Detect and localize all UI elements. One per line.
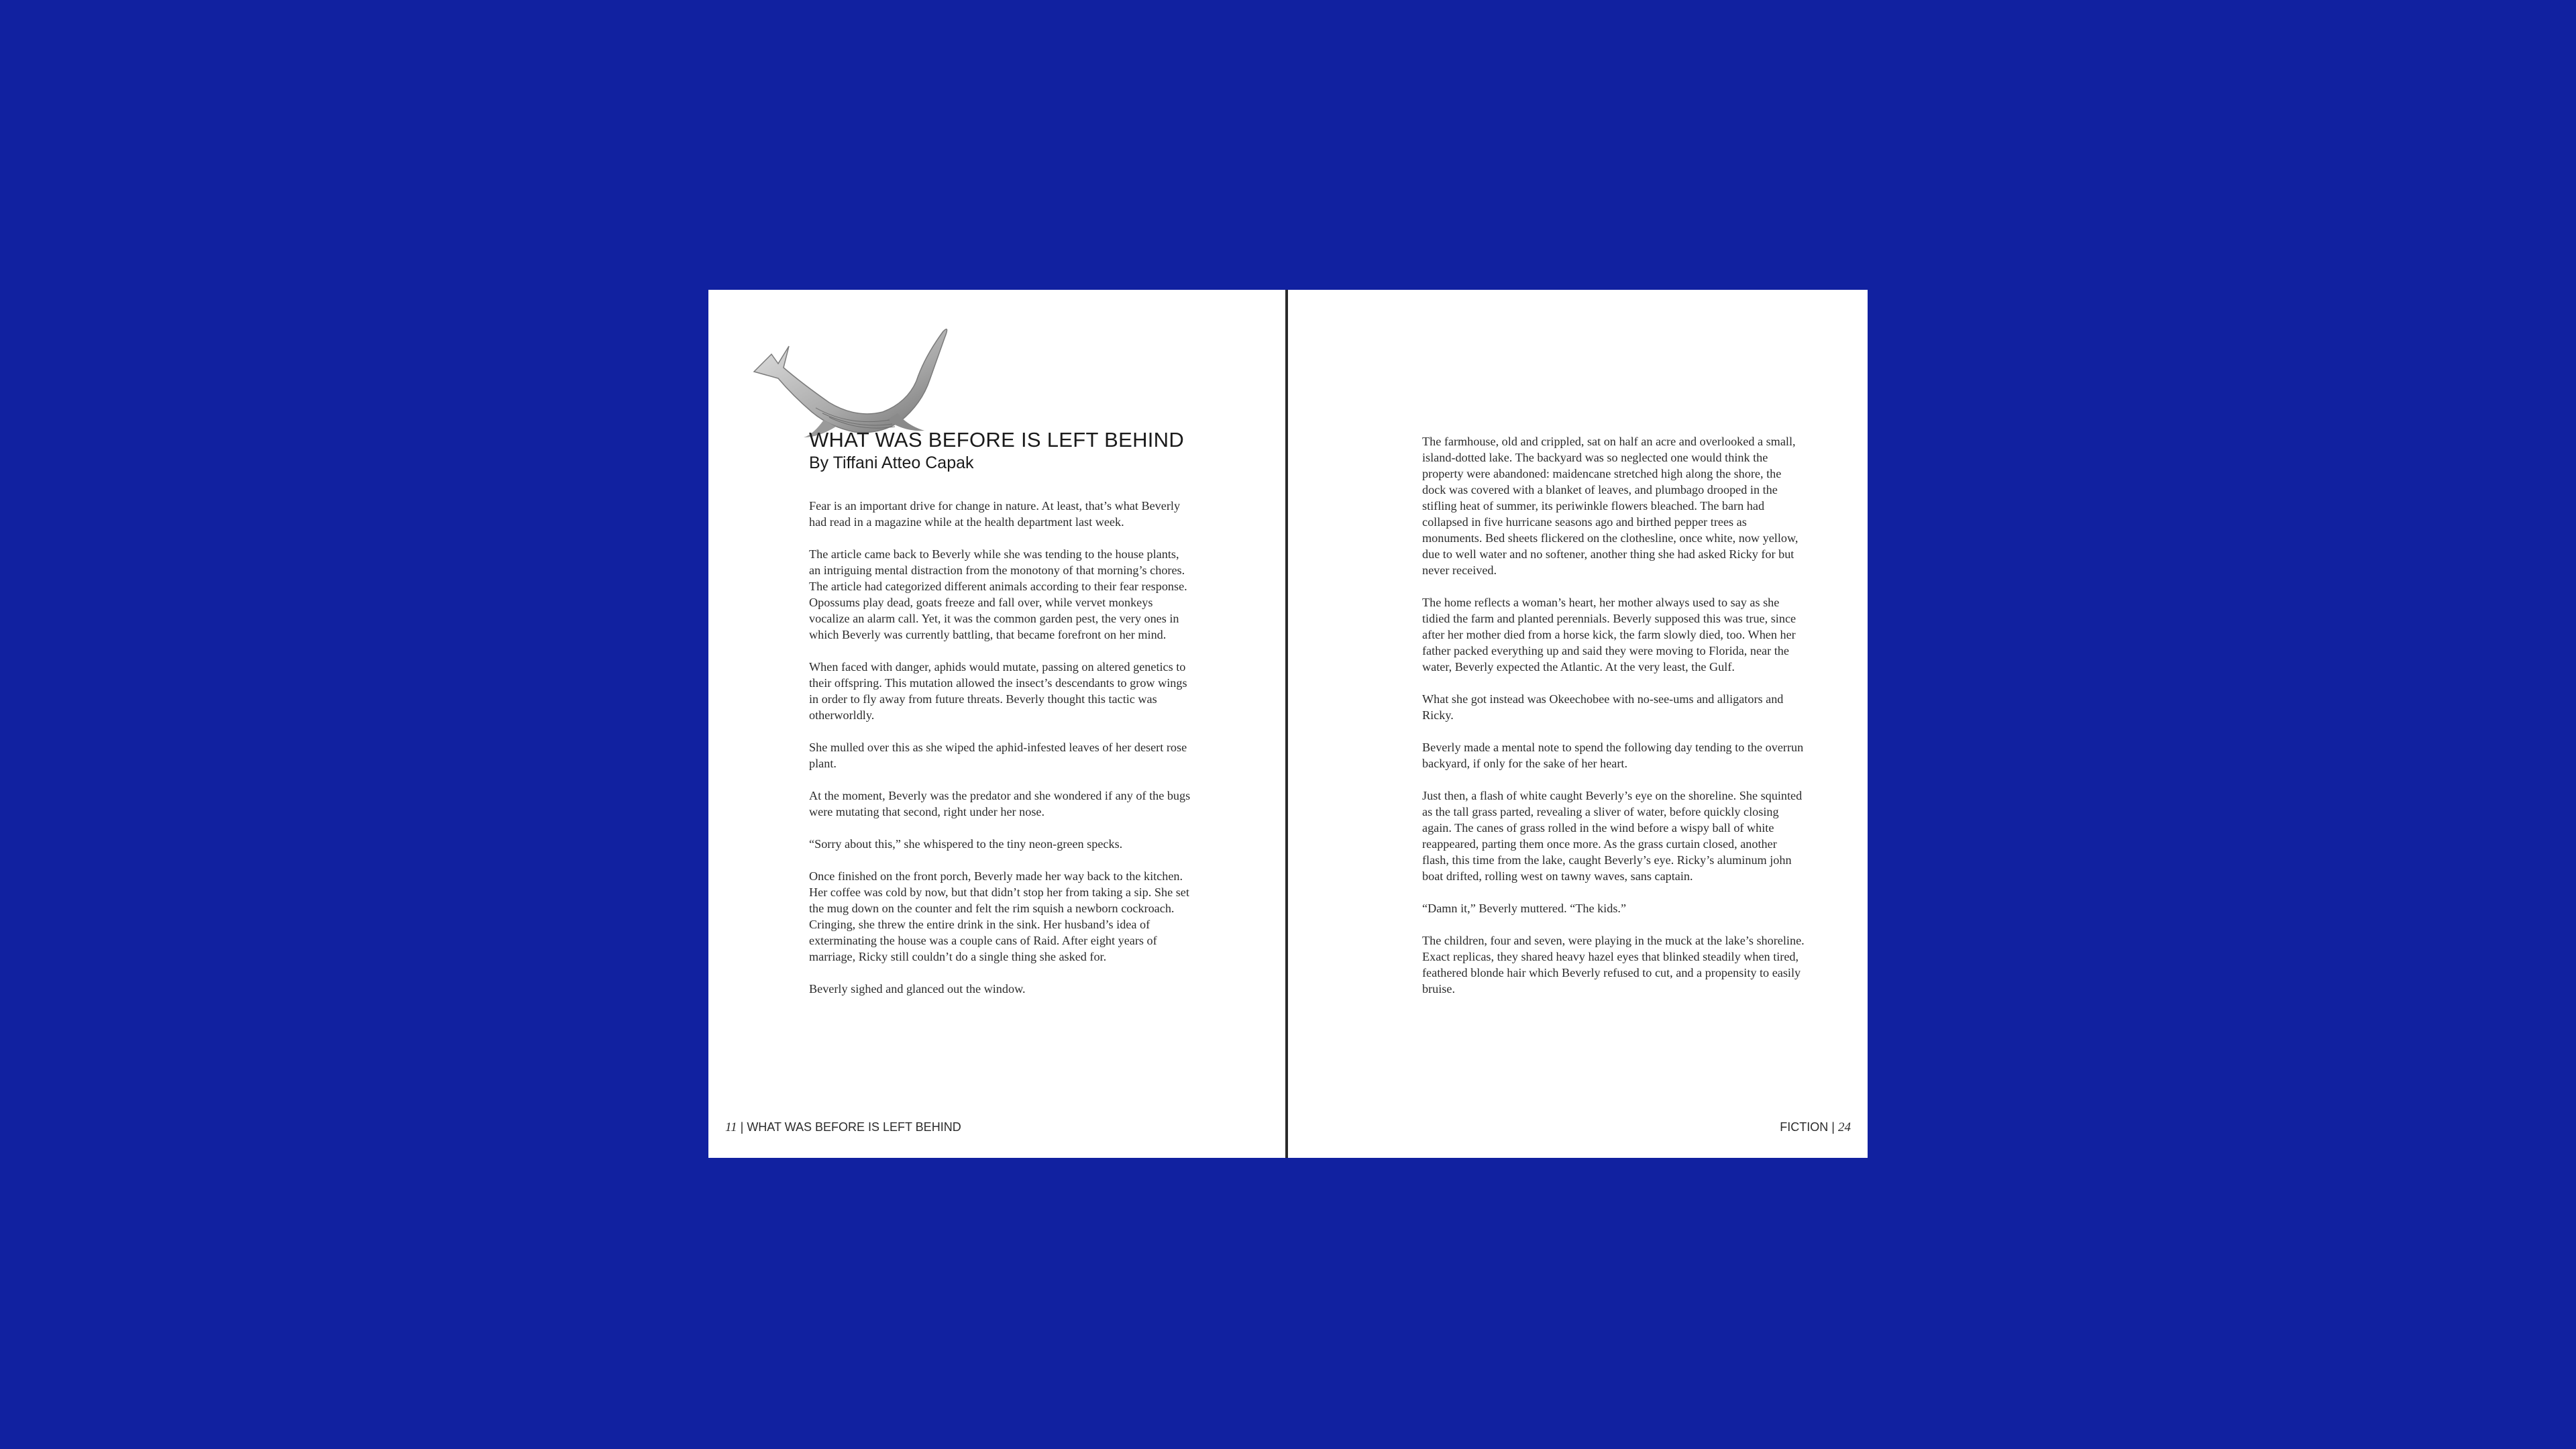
article-byline: By Tiffani Atteo Capak bbox=[809, 453, 974, 472]
paragraph: When faced with danger, aphids would mutate, passing on altered genetics to their offspring. This mutation allowed the insect’s descendants to grow wings in order to fly away from future threats. Beverly thought this tactic was otherworldly. bbox=[809, 660, 1187, 722]
magazine-spread bbox=[708, 290, 1868, 1158]
paragraph: Fear is an important drive for change in nature. At least, that’s what Beverly had read in a magazine while at the health department last week. bbox=[809, 499, 1181, 529]
left-footer bbox=[725, 1120, 961, 1135]
paragraph: Just then, a flash of white caught Beverly’s eye on the shoreline. She squinted as the tall grass parted, revealing a sliver of water, before quickly closing again. The canes of grass rolled in the wind before a wispy ball of white reappeared, parting them once more. As the grass curtain closed, another flash, this time from the lake, caught Beverly’s eye. Ricky’s aluminum john boat drifted, rolling west on tawny waves, sans captain. bbox=[1422, 789, 1803, 883]
paragraph: She mulled over this as she wiped the aphid-infested leaves of her desert rose plant. bbox=[809, 741, 1187, 770]
paragraph: “Damn it,” Beverly muttered. “The kids.” bbox=[1422, 902, 1627, 915]
paragraph: Beverly made a mental note to spend the following day tending to the overrun backyard, if only for the sake of her heart. bbox=[1422, 741, 1804, 770]
whale-illustration bbox=[749, 319, 950, 440]
paragraph: What she got instead was Okeechobee with no-see-ums and alligators and Ricky. bbox=[1422, 692, 1784, 722]
page-number: 24 bbox=[1838, 1120, 1851, 1134]
right-page bbox=[1288, 290, 1868, 1158]
paragraph: The article came back to Beverly while she was tending to the house plants, an intriguing mental distraction from the monotony of that morning’s chores. The article had categorized different animals according to their fear response. Opossums play dead, goats freeze and fall over, while vervet monkeys vocalize an alarm call. Yet, it was the common garden pest, the very ones in which Beverly was currently battling, that became forefront on her mind. bbox=[809, 547, 1187, 641]
footer-separator: | bbox=[1831, 1120, 1835, 1134]
paragraph: Once finished on the front porch, Beverly made her way back to the kitchen. Her coffee was cold by now, but that didn’t stop her from taking a sip. She set the mug down on the counter and felt the rim squish a newborn cockroach. Cringing, she threw the entire drink in the sink. Her husband’s idea of exterminating the house was a couple cans of Raid. After eight years of marriage, Ricky still couldn’t do a single thing she asked for. bbox=[809, 869, 1189, 963]
paragraph: The children, four and seven, were playing in the muck at the lake’s shoreline. Exact replicas, they shared heavy hazel eyes that blinked steadily when tired, feathered blonde hair which Beverly refused to cut, and a propensity to easily bruise. bbox=[1422, 934, 1805, 996]
paragraph: The farmhouse, old and crippled, sat on half an acre and overlooked a small, island-dotted lake. The backyard was so neglected one would think the property were abandoned: maidencane stretched high along the shore, the dock was covered with a blanket of leaves, and plumbago drooped in the stifling heat of summer, its periwinkle flowers bleached. The barn had collapsed in five hurricane seasons ago and birthed pepper trees as monuments. Bed sheets flickered on the clothesline, once white, now yellow, due to well water and no softener, another thing she had asked Ricky for but never received. bbox=[1422, 435, 1799, 577]
paragraph: Beverly sighed and glanced out the window. bbox=[809, 982, 1026, 996]
footer-separator: | bbox=[740, 1120, 744, 1134]
page-number: 11 bbox=[725, 1120, 737, 1134]
left-body-text bbox=[809, 498, 1191, 1013]
left-page bbox=[708, 290, 1285, 1158]
article-title: WHAT WAS BEFORE IS LEFT BEHIND bbox=[809, 428, 1185, 451]
right-footer bbox=[1780, 1120, 1851, 1135]
running-title: WHAT WAS BEFORE IS LEFT BEHIND bbox=[747, 1120, 961, 1134]
paragraph: The home reflects a woman’s heart, her mother always used to say as she tidied the farm and planted perennials. Beverly supposed this was true, since after her mother died from a horse kick, the farm slowly died, too. When her father packed everything up and said they were moving to Florida, near the water, Beverly expected the Atlantic. At the very least, the Gulf. bbox=[1422, 596, 1796, 674]
paragraph: “Sorry about this,” she whispered to the tiny neon-green specks. bbox=[809, 837, 1123, 851]
paragraph: At the moment, Beverly was the predator and she wondered if any of the bugs were mutating that second, right under her nose. bbox=[809, 789, 1191, 818]
section-label: FICTION bbox=[1780, 1120, 1829, 1134]
right-body-text bbox=[1422, 433, 1805, 1013]
